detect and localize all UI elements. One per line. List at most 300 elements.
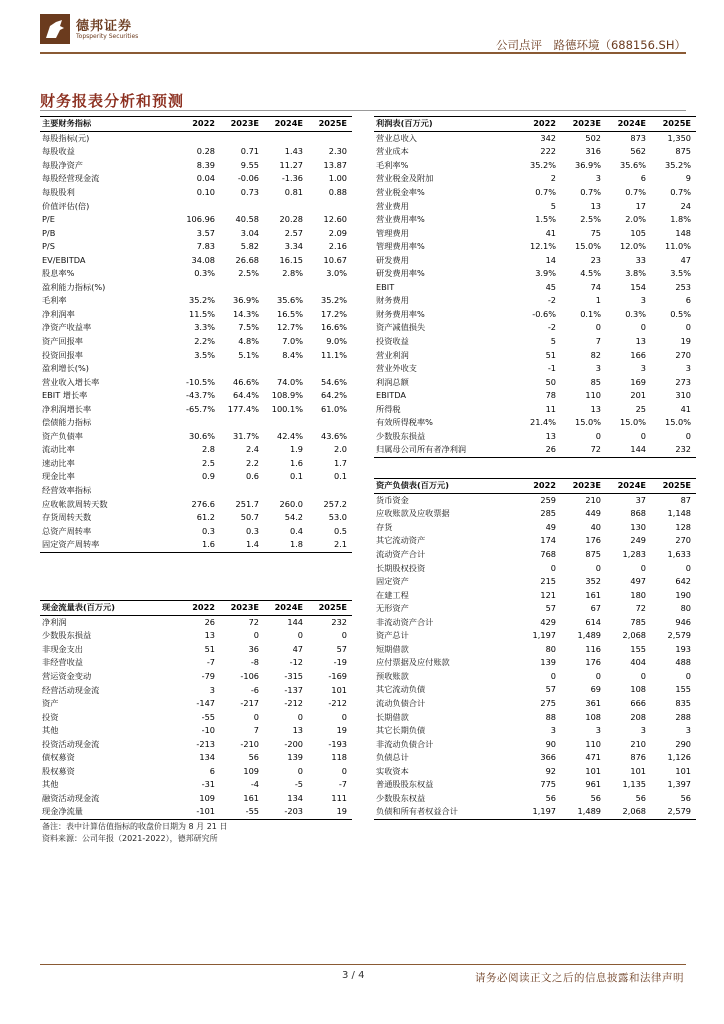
value-cell: 0 <box>595 562 601 573</box>
row-label-cell: 营业税金率% <box>376 187 425 197</box>
report-type-company: 公司点评 路德环境（688156.SH） <box>495 38 686 52</box>
table-row <box>40 199 352 213</box>
row-label-cell: 普通股股东权益 <box>376 779 434 790</box>
header-divider <box>40 52 686 54</box>
page-number: 3 / 4 <box>342 970 365 981</box>
value-cell: 875 <box>585 549 601 559</box>
row-label-cell: 资产负债率 <box>42 430 83 441</box>
value-cell: 16.15 <box>279 254 303 265</box>
value-cell: 41 <box>680 403 691 414</box>
value-cell: 108.9% <box>271 390 303 401</box>
value-cell: 106.96 <box>186 214 215 225</box>
value-cell: 190 <box>675 589 691 600</box>
value-cell: 154 <box>630 281 646 292</box>
header-year-cell: 2023E <box>220 601 264 616</box>
value-cell: 177.4% <box>227 403 259 414</box>
value-cell: 139 <box>540 657 556 668</box>
row-label-cell: 所得税 <box>376 403 401 414</box>
table-row <box>40 240 352 254</box>
logo-chinese-name: 德邦证券 <box>76 19 133 34</box>
value-cell: 0 <box>253 711 259 722</box>
table-notes <box>42 821 227 845</box>
value-cell: 74 <box>590 281 601 292</box>
value-cell: 61.2 <box>196 512 215 523</box>
value-cell <box>308 199 352 213</box>
header-year-cell: 2023E <box>561 117 606 132</box>
value-cell: 110 <box>585 390 601 401</box>
value-cell: 1,397 <box>667 779 691 790</box>
value-cell: 53.0 <box>328 512 347 523</box>
table-row <box>374 131 696 145</box>
row-label-cell: 研发费用率% <box>376 268 425 279</box>
value-cell: 11 <box>545 403 556 414</box>
value-cell: 4.8% <box>238 336 259 347</box>
table-row <box>40 683 352 697</box>
value-cell: 0.73 <box>240 187 259 197</box>
table-row <box>374 159 696 173</box>
row-label-cell: EBIT <box>376 281 395 292</box>
value-cell: -55 <box>220 805 264 819</box>
value-cell: 0.1 <box>289 471 303 482</box>
value-cell: -210 <box>240 738 259 749</box>
row-label-cell: 债权募资 <box>42 752 75 763</box>
value-cell: 868 <box>630 508 646 519</box>
row-label-cell: 流动资产合计 <box>376 549 426 559</box>
value-cell: 3 <box>595 173 601 184</box>
value-cell <box>264 362 308 376</box>
title-divider <box>40 110 686 111</box>
value-cell: 56 <box>590 792 601 803</box>
value-cell <box>308 416 352 430</box>
value-cell: 3 <box>209 684 215 695</box>
value-cell: 210 <box>630 738 646 749</box>
value-cell: -7 <box>206 657 215 668</box>
value-cell: 49 <box>545 521 556 532</box>
value-cell: -4 <box>250 779 259 790</box>
header-year-cell: 2024E <box>264 117 308 132</box>
value-cell: 5 <box>550 200 556 211</box>
value-cell: 161 <box>585 589 601 600</box>
value-cell: 45 <box>545 281 556 292</box>
table-row <box>40 457 352 471</box>
row-label-cell: 价值评估(倍) <box>42 200 90 211</box>
value-cell: 155 <box>675 684 691 695</box>
value-cell: 249 <box>630 535 646 546</box>
value-cell: 14.3% <box>232 308 259 319</box>
value-cell: 316 <box>585 146 601 157</box>
value-cell <box>176 416 220 430</box>
table-row <box>374 751 696 765</box>
value-cell: 13 <box>204 630 215 641</box>
value-cell: -1.36 <box>281 173 303 184</box>
value-cell: 3.04 <box>240 227 259 238</box>
value-cell: 961 <box>585 779 601 790</box>
value-cell: 26.68 <box>235 254 259 265</box>
value-cell: -212 <box>284 698 303 709</box>
value-cell <box>220 131 264 145</box>
row-label-cell: 其它流动负债 <box>376 684 426 695</box>
table-header-row <box>40 601 352 616</box>
value-cell: 2,579 <box>667 630 691 641</box>
value-cell: -212 <box>328 698 347 709</box>
value-cell: 82 <box>590 349 601 360</box>
table-row <box>374 267 696 281</box>
value-cell <box>176 281 220 295</box>
value-cell: 1,350 <box>667 132 691 143</box>
value-cell: 0.71 <box>240 146 259 157</box>
table-row <box>374 321 696 335</box>
row-label-cell: 管理费用率% <box>376 241 425 252</box>
value-cell: 57 <box>336 643 347 654</box>
value-cell <box>264 416 308 430</box>
value-cell: 90 <box>545 738 556 749</box>
row-label-cell: 投资收益 <box>376 336 409 347</box>
value-cell: -193 <box>328 738 347 749</box>
cash-flow-table <box>40 600 352 820</box>
value-cell: 40 <box>590 521 601 532</box>
value-cell: 24 <box>680 200 691 211</box>
value-cell: 54.2 <box>284 512 303 523</box>
value-cell: 110 <box>585 738 601 749</box>
row-label-cell: 融资活动现金流 <box>42 792 100 803</box>
table-row <box>40 172 352 186</box>
row-label-cell: 营业成本 <box>376 146 409 157</box>
value-cell: 50.7 <box>240 512 259 523</box>
value-cell: 35.2% <box>664 159 691 170</box>
value-cell: 176 <box>585 535 601 546</box>
value-cell <box>308 484 352 498</box>
row-label-cell: 利润总额 <box>376 376 409 387</box>
main-indicators-table <box>40 116 352 553</box>
value-cell: 1.00 <box>328 173 347 184</box>
value-cell: 43.6% <box>320 430 347 441</box>
value-cell: 342 <box>540 132 556 143</box>
value-cell: 0.3 <box>245 525 259 536</box>
value-cell: 0 <box>640 322 646 333</box>
value-cell: -2 <box>547 295 556 306</box>
row-label-cell: 资产 <box>42 698 59 709</box>
table-row <box>40 656 352 670</box>
value-cell <box>220 484 264 498</box>
value-cell: 64.2% <box>320 390 347 401</box>
value-cell: 25 <box>635 403 646 414</box>
header-title-cell: 主要财务指标 <box>40 117 176 132</box>
header-year-cell: 2023E <box>220 117 264 132</box>
value-cell: 8.4% <box>282 349 303 360</box>
row-label-cell: 固定资产周转率 <box>40 538 176 552</box>
value-cell <box>308 362 352 376</box>
value-cell: 215 <box>540 576 556 587</box>
table-row <box>374 629 696 643</box>
value-cell: -137 <box>284 684 303 695</box>
value-cell: 15.0% <box>574 417 601 428</box>
value-cell: 105 <box>630 227 646 238</box>
value-cell: 1.5% <box>535 214 556 225</box>
value-cell: -106 <box>240 671 259 681</box>
table-row <box>374 697 696 711</box>
header-year-cell: 2025E <box>308 117 352 132</box>
table-row <box>374 186 696 200</box>
value-cell: 72 <box>635 603 646 614</box>
value-cell: 12.0% <box>619 241 646 252</box>
value-cell <box>264 281 308 295</box>
row-label-cell: 实收资本 <box>376 765 409 776</box>
row-label-cell: 投资活动现金流 <box>42 738 100 749</box>
value-cell <box>176 484 220 498</box>
value-cell: 92 <box>545 765 556 776</box>
row-label-cell: 财务费用 <box>376 295 409 306</box>
value-cell: 144 <box>606 443 651 457</box>
value-cell: 222 <box>540 146 556 157</box>
value-cell: 15.0% <box>574 241 601 252</box>
table-row <box>374 375 696 389</box>
table-row <box>40 511 352 525</box>
value-cell: 37 <box>635 494 646 505</box>
value-cell: 80 <box>545 643 556 654</box>
logo-english-name: Topsperity Securities <box>76 33 139 40</box>
value-cell: 13 <box>635 336 646 347</box>
value-cell: -1 <box>547 363 556 374</box>
value-cell: 144 <box>287 616 303 627</box>
value-cell: 775 <box>540 779 556 790</box>
value-cell: 11.5% <box>188 308 215 319</box>
value-cell: -8 <box>250 657 259 668</box>
table-row <box>40 416 352 430</box>
value-cell: 3 <box>640 295 646 306</box>
table-row <box>40 389 352 403</box>
value-cell: 3.9% <box>535 268 556 279</box>
value-cell: 2.09 <box>328 227 347 238</box>
value-cell: 42.4% <box>276 430 303 441</box>
row-label-cell: 少数股东损益 <box>42 630 92 641</box>
value-cell: 0 <box>341 765 347 776</box>
row-label-cell: 非流动负债合计 <box>376 738 434 749</box>
value-cell: 35.2% <box>529 159 556 170</box>
value-cell: 35.2% <box>188 295 215 306</box>
table-row <box>374 521 696 535</box>
value-cell: 67 <box>590 603 601 614</box>
value-cell: 497 <box>630 576 646 587</box>
value-cell: 116 <box>585 643 601 654</box>
value-cell: 276.6 <box>191 498 215 509</box>
table-row <box>374 145 696 159</box>
row-label-cell: 归属母公司所有者净利润 <box>374 443 516 457</box>
value-cell: 0.3 <box>201 525 215 536</box>
row-label-cell: 非经营收益 <box>42 657 83 668</box>
value-cell: 3.5% <box>194 349 215 360</box>
value-cell: -5 <box>294 779 303 790</box>
value-cell: 361 <box>585 698 601 709</box>
table-row <box>374 724 696 738</box>
row-label-cell: 每股指标(元) <box>42 132 90 143</box>
row-label-cell: 毛利率% <box>376 159 409 170</box>
header-year-cell: 2022 <box>516 479 561 494</box>
value-cell: 64.4% <box>232 390 259 401</box>
value-cell: 288 <box>675 711 691 722</box>
value-cell: 88 <box>545 711 556 722</box>
value-cell: 488 <box>675 657 691 668</box>
table-row <box>374 737 696 751</box>
value-cell: 75 <box>590 227 601 238</box>
row-label-cell: 少数股东权益 <box>376 792 426 803</box>
value-cell: 1.8% <box>670 214 691 225</box>
value-cell: -43.7% <box>186 390 215 401</box>
row-label-cell: 净利润增长率 <box>42 403 92 414</box>
value-cell: 118 <box>331 752 347 763</box>
value-cell: 74.0% <box>276 376 303 387</box>
value-cell: 285 <box>540 508 556 519</box>
value-cell: 1.6 <box>289 457 303 468</box>
value-cell: 56 <box>680 792 691 803</box>
table-row <box>40 470 352 484</box>
value-cell: 0.7% <box>580 187 601 197</box>
value-cell: 161 <box>243 792 259 803</box>
row-label-cell: EBIT 增长率 <box>42 390 88 401</box>
table-row <box>40 765 352 779</box>
value-cell: 31.7% <box>232 430 259 441</box>
row-label-cell: 营业利润 <box>376 349 409 360</box>
value-cell: 155 <box>630 643 646 654</box>
value-cell: 2.30 <box>328 146 347 157</box>
table-header-row <box>374 117 696 132</box>
value-cell: 0 <box>685 322 691 333</box>
table-row <box>40 538 352 552</box>
row-label-cell: 总资产周转率 <box>42 525 92 536</box>
row-label-cell: 无形资产 <box>376 603 409 614</box>
value-cell: 15.0% <box>619 417 646 428</box>
value-cell: 3.3% <box>194 322 215 333</box>
value-cell <box>176 199 220 213</box>
table-row <box>40 484 352 498</box>
row-label-cell: 存货 <box>376 521 393 532</box>
value-cell: 3 <box>640 725 646 736</box>
value-cell: 12.1% <box>529 241 556 252</box>
table-row <box>374 615 696 629</box>
value-cell: 270 <box>675 349 691 360</box>
row-label-cell: 每股股利 <box>42 187 75 197</box>
value-cell: 11.27 <box>279 159 303 170</box>
value-cell: 2.1 <box>308 538 352 552</box>
table-row <box>40 778 352 792</box>
value-cell <box>264 199 308 213</box>
row-label-cell: 应收账款及应收票据 <box>376 508 450 519</box>
value-cell: 57 <box>545 684 556 695</box>
row-label-cell: 现金净流量 <box>40 805 176 819</box>
value-cell <box>308 131 352 145</box>
header-title-cell: 利润表(百万元) <box>374 117 516 132</box>
row-label-cell: 营业总收入 <box>376 132 417 143</box>
value-cell: 260.0 <box>279 498 303 509</box>
value-cell: -10 <box>201 725 215 736</box>
value-cell: 23 <box>590 254 601 265</box>
value-cell: 1,126 <box>667 752 691 763</box>
table-header-row <box>40 117 352 132</box>
row-label-cell: 其他 <box>42 779 59 790</box>
table-row <box>40 362 352 376</box>
value-cell: 13 <box>590 403 601 414</box>
table-row <box>40 697 352 711</box>
value-cell: 7 <box>253 725 259 736</box>
value-cell <box>220 362 264 376</box>
row-label-cell: 每股收益 <box>42 146 75 157</box>
value-cell: 2 <box>550 173 556 184</box>
value-cell: 873 <box>630 132 646 143</box>
value-cell <box>220 199 264 213</box>
value-cell: 2.8 <box>201 444 215 455</box>
value-cell: 310 <box>675 390 691 401</box>
row-label-cell: 营业费用率% <box>376 214 425 225</box>
value-cell: 1.6 <box>176 538 220 552</box>
row-label-cell: 其它流动资产 <box>376 535 426 546</box>
row-label-cell: 货币资金 <box>376 494 409 505</box>
value-cell: 3 <box>685 363 691 374</box>
table-row <box>374 335 696 349</box>
value-cell: 208 <box>630 711 646 722</box>
row-label-cell: EBITDA <box>376 390 406 401</box>
row-label-cell: 负债和所有者权益合计 <box>374 805 516 819</box>
table-row <box>374 602 696 616</box>
value-cell: 0.7% <box>670 187 691 197</box>
value-cell: 0 <box>341 711 347 722</box>
table-row <box>40 213 352 227</box>
value-cell: 875 <box>675 146 691 157</box>
value-cell: 193 <box>675 643 691 654</box>
value-cell: 72 <box>561 443 606 457</box>
value-cell: 3 <box>595 363 601 374</box>
row-label-cell: 非现金支出 <box>42 643 83 654</box>
value-cell: 56 <box>545 792 556 803</box>
value-cell: 6 <box>685 295 691 306</box>
value-cell: 0.3% <box>194 268 215 279</box>
value-cell: 201 <box>630 390 646 401</box>
value-cell: 148 <box>675 227 691 238</box>
section-title: 财务报表分析和预测 <box>40 92 185 110</box>
table-row <box>374 253 696 267</box>
legal-disclaimer: 请务必阅读正文之后的信息披露和法律声明 <box>475 972 684 984</box>
table-row <box>40 402 352 416</box>
value-cell: -7 <box>338 779 347 790</box>
value-cell: -315 <box>284 671 303 681</box>
value-cell: 1,197 <box>516 805 561 819</box>
value-cell: 26 <box>204 616 215 627</box>
table-row <box>40 131 352 145</box>
value-cell: 100.1% <box>271 403 303 414</box>
table-row <box>374 588 696 602</box>
value-cell: 13 <box>590 200 601 211</box>
value-cell: 232 <box>651 443 696 457</box>
header-year-cell: 2022 <box>176 601 220 616</box>
value-cell: -12 <box>289 657 303 668</box>
value-cell: 876 <box>630 752 646 763</box>
row-label-cell: 现金比率 <box>42 471 75 482</box>
value-cell: 19 <box>680 336 691 347</box>
value-cell: -147 <box>196 698 215 709</box>
value-cell: 290 <box>675 738 691 749</box>
value-cell: 0 <box>685 430 691 441</box>
value-cell: 3 <box>595 725 601 736</box>
row-label-cell: 流动负债合计 <box>376 698 426 709</box>
header-title-cell: 资产负债表(百万元) <box>374 479 516 494</box>
value-cell: 17 <box>635 200 646 211</box>
value-cell: 10.67 <box>323 254 347 265</box>
value-cell: 0.04 <box>196 173 215 184</box>
value-cell: 404 <box>630 657 646 668</box>
value-cell: -2 <box>547 322 556 333</box>
row-label-cell: 少数股东损益 <box>376 430 426 441</box>
value-cell <box>176 131 220 145</box>
value-cell: 12.7% <box>276 322 303 333</box>
value-cell: 36 <box>248 643 259 654</box>
